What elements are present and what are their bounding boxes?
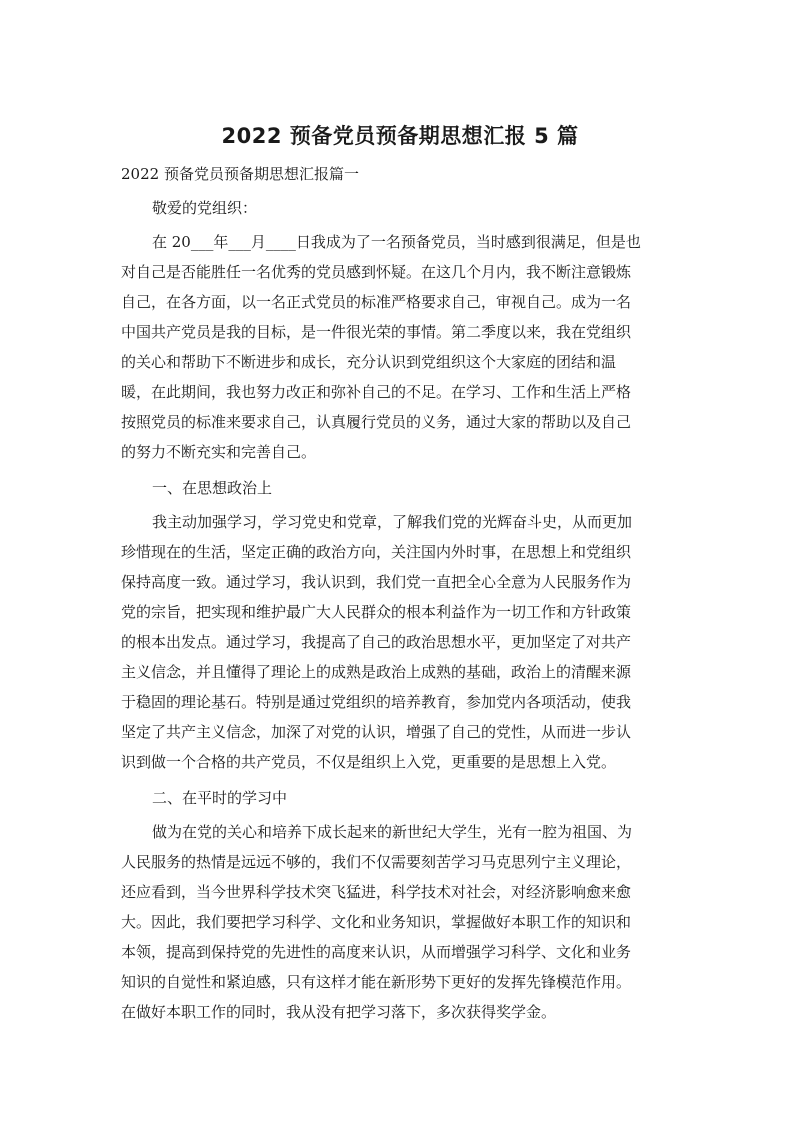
subheading: 一、在思想政治上 [152, 479, 273, 497]
paragraph-line: 本领，提高到保持党的先进性的高度来认识，从而增强学习科学、文化和业务 [121, 943, 632, 961]
subheading: 二、在平时的学习中 [152, 789, 288, 807]
paragraph-line: 对自己是否能胜任一名优秀的党员感到怀疑。在这几个月内，我不断注意锻炼 [121, 263, 632, 281]
paragraph-line: 坚定了共产主义信念，加深了对党的认识，增强了自己的党性，从而进一步认 [121, 723, 632, 741]
salutation: 敬爱的党组织： [152, 199, 258, 217]
paragraph-line: 知识的自觉性和紧迫感，只有这样才能在新形势下更好的发挥先锋模范作用。 [121, 973, 632, 991]
paragraph-line: 珍惜现在的生活，坚定正确的政治方向，关注国内外时事，在思想上和党组织 [121, 543, 632, 561]
paragraph-line: 在 20___年___月____日我成为了一名预备党员，当时感到很满足，但是也 [152, 233, 641, 251]
paragraph-line: 的努力不断充实和完善自己。 [121, 443, 317, 461]
paragraph-line: 主义信念，并且懂得了理论上的成熟是政治上成熟的基础，政治上的清醒来源 [121, 663, 632, 681]
paragraph-line: 做为在党的关心和培养下成长起来的新世纪大学生，光有一腔为祖国、为 [152, 823, 633, 841]
section-heading: 2022 预备党员预备期思想汇报篇一 [121, 165, 359, 183]
paragraph-line: 在做好本职工作的同时，我从没有把学习落下，多次获得奖学金。 [121, 1003, 557, 1021]
paragraph-line: 大。因此，我们要把学习科学、文化和业务知识，掌握做好本职工作的知识和 [121, 913, 632, 931]
document-title: 2022 预备党员预备期思想汇报 5 篇 [221, 124, 579, 148]
paragraph-line: 识到做一个合格的共产党员，不仅是组织上入党，更重要的是思想上入党。 [121, 753, 617, 771]
paragraph-line: 还应看到，当今世界科学技术突飞猛进，科学技术对社会，对经济影响愈来愈 [121, 883, 632, 901]
paragraph-line: 暖，在此期间，我也努力改正和弥补自己的不足。在学习、工作和生活上严格 [121, 383, 632, 401]
paragraph-line: 的根本出发点。通过学习，我提高了自己的政治思想水平，更加坚定了对共产 [121, 633, 632, 651]
paragraph-line: 党的宗旨，把实现和维护最广大人民群众的根本利益作为一切工作和方针政策 [121, 603, 632, 621]
paragraph-line: 的关心和帮助下不断进步和成长，充分认识到党组织这个大家庭的团结和温 [121, 353, 617, 371]
paragraph-line: 我主动加强学习，学习党史和党章，了解我们党的光辉奋斗史，从而更加 [152, 513, 633, 531]
paragraph-line: 自己，在各方面，以一名正式党员的标准严格要求自己，审视自己。成为一名 [121, 293, 632, 311]
paragraph-line: 于稳固的理论基石。特别是通过党组织的培养教育，参加党内各项活动，使我 [121, 693, 632, 711]
paragraph-line: 按照党员的标准来要求自己，认真履行党员的义务，通过大家的帮助以及自己 [121, 413, 632, 431]
paragraph-line: 保持高度一致。通过学习，我认识到，我们党一直把全心全意为人民服务作为 [121, 573, 632, 591]
paragraph-line: 人民服务的热情是远远不够的，我们不仅需要刻苦学习马克思列宁主义理论， [121, 853, 632, 871]
paragraph-line: 中国共产党员是我的目标，是一件很光荣的事情。第二季度以来，我在党组织 [121, 323, 632, 341]
